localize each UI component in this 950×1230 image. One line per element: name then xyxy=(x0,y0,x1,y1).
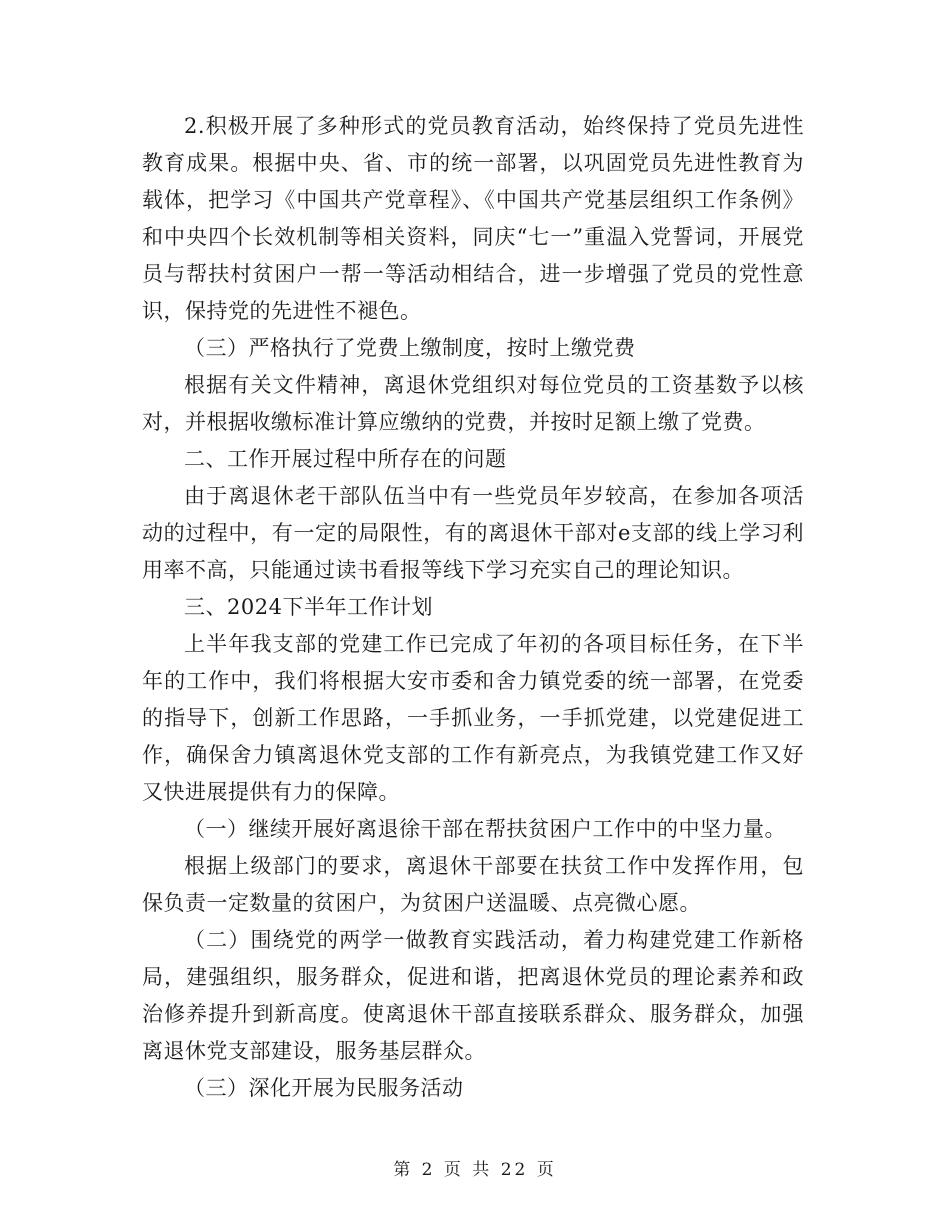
heading-plan-3: （三）深化开展为民服务活动 xyxy=(184,1076,464,1100)
paragraph-2-education: 2.积极开展了多种形式的党员教育活动，始终保持了党员先进性教育成果。根据中央、省、市的统一部署，以巩固党员先进性教育为载体，把学习《中国共产党章程》、《中国共产党基层组织工作条例》和中央四个长效机制等相关资料，同庆“七一”重温入党誓词，开展党员与帮扶村贫困户一帮一等活动相结合，进一步增强了党员的党性意识，保持党的先进性不褪色。 xyxy=(142,114,804,323)
heading-problems: 二、工作开展过程中所存在的问题 xyxy=(184,447,507,471)
paragraph-party-dues: 根据有关文件精神，离退休党组织对每位党员的工资基数予以核对，并根据收缴标准计算应缴纳的党费，并按时足额上缴了党费。 xyxy=(142,373,804,434)
heading-plan-1: （一）继续开展好离退徐干部在帮扶贫困户工作中的中坚力量。 xyxy=(184,817,786,841)
page-number-footer: 第 2 页 共 22 页 xyxy=(393,1160,557,1180)
document-body xyxy=(142,108,804,1107)
heading-plan: 三、2024下半年工作计划 xyxy=(184,595,433,619)
heading-party-dues: （三）严格执行了党费上缴制度，按时上缴党费 xyxy=(184,336,636,360)
paragraph-plan-2: （二）围绕党的两学一做教育实践活动，着力构建党建工作新格局，建强组织，服务群众，促进和谐，把离退休党员的理论素养和政治修养提升到新高度。使离退休干部直接联系群众、服务群众，加强离退休党支部建设，服务基层群众。 xyxy=(142,928,804,1063)
paragraph-plan: 上半年我支部的党建工作已完成了年初的各项目标任务，在下半年的工作中，我们将根据大安市委和舍力镇党委的统一部署，在党委的指导下，创新工作思路，一手抓业务，一手抓党建，以党建促进工作，确保舍力镇离退休党支部的工作有新亮点，为我镇党建工作又好又快进展提供有力的保障。 xyxy=(142,632,804,804)
paragraph-plan-1: 根据上级部门的要求，离退休干部要在扶贫工作中发挥作用，包保负责一定数量的贫困户，为贫困户送温暖、点亮微心愿。 xyxy=(142,854,804,915)
paragraph-problems: 由于离退休老干部队伍当中有一些党员年岁较高，在参加各项活动的过程中，有一定的局限性，有的离退休干部对e支部的线上学习利用率不高，只能通过读书看报等线下学习充实自己的理论知识。 xyxy=(142,484,804,582)
